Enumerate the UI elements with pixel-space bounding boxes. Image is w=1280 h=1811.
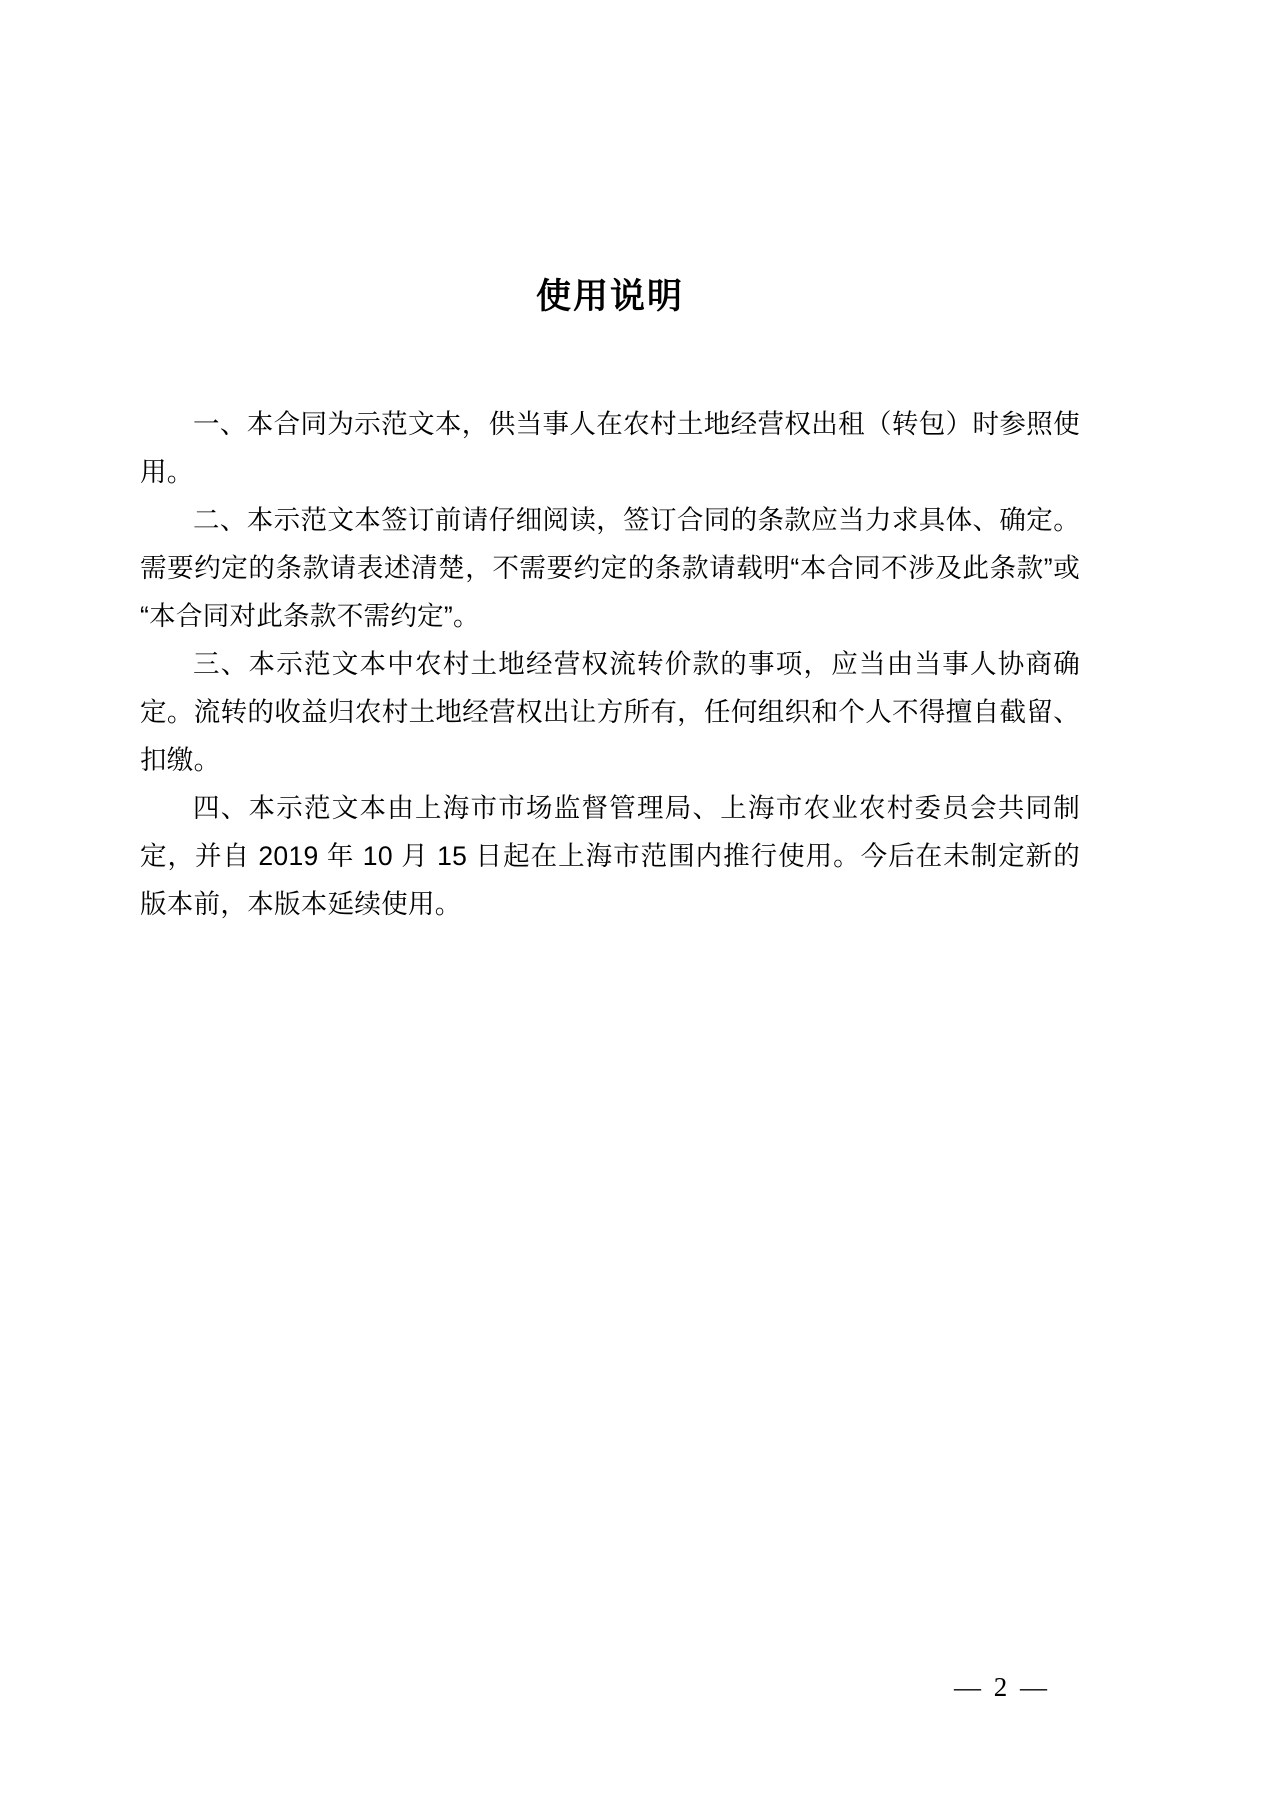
- paragraph-two: 二、本示范文本签订前请仔细阅读，签订合同的条款应当力求具体、确定。需要约定的条款请表述清楚，不需要约定的条款请载明“本合同不涉及此条款”或“本合同对此条款不需约定”。: [140, 505, 1080, 631]
- body-text-block: [140, 400, 1080, 928]
- paragraph-four: 四、本示范文本由上海市市场监督管理局、上海市农业农村委员会共同制定，并自 2019 年 10 月 15 日起在上海市范围内推行使用。今后在未制定新的版本前，本版本延续使用。: [140, 793, 1080, 919]
- paragraph-one: 一、本合同为示范文本，供当事人在农村土地经营权出租（转包）时参照使用。: [140, 409, 1080, 487]
- paragraph-three: 三、本示范文本中农村土地经营权流转价款的事项，应当由当事人协商确定。流转的收益归农村土地经营权出让方所有，任何组织和个人不得擅自截留、扣缴。: [140, 649, 1080, 775]
- page-number-footer: — 2 —: [954, 1672, 1050, 1702]
- page-title: 使用说明: [535, 277, 684, 316]
